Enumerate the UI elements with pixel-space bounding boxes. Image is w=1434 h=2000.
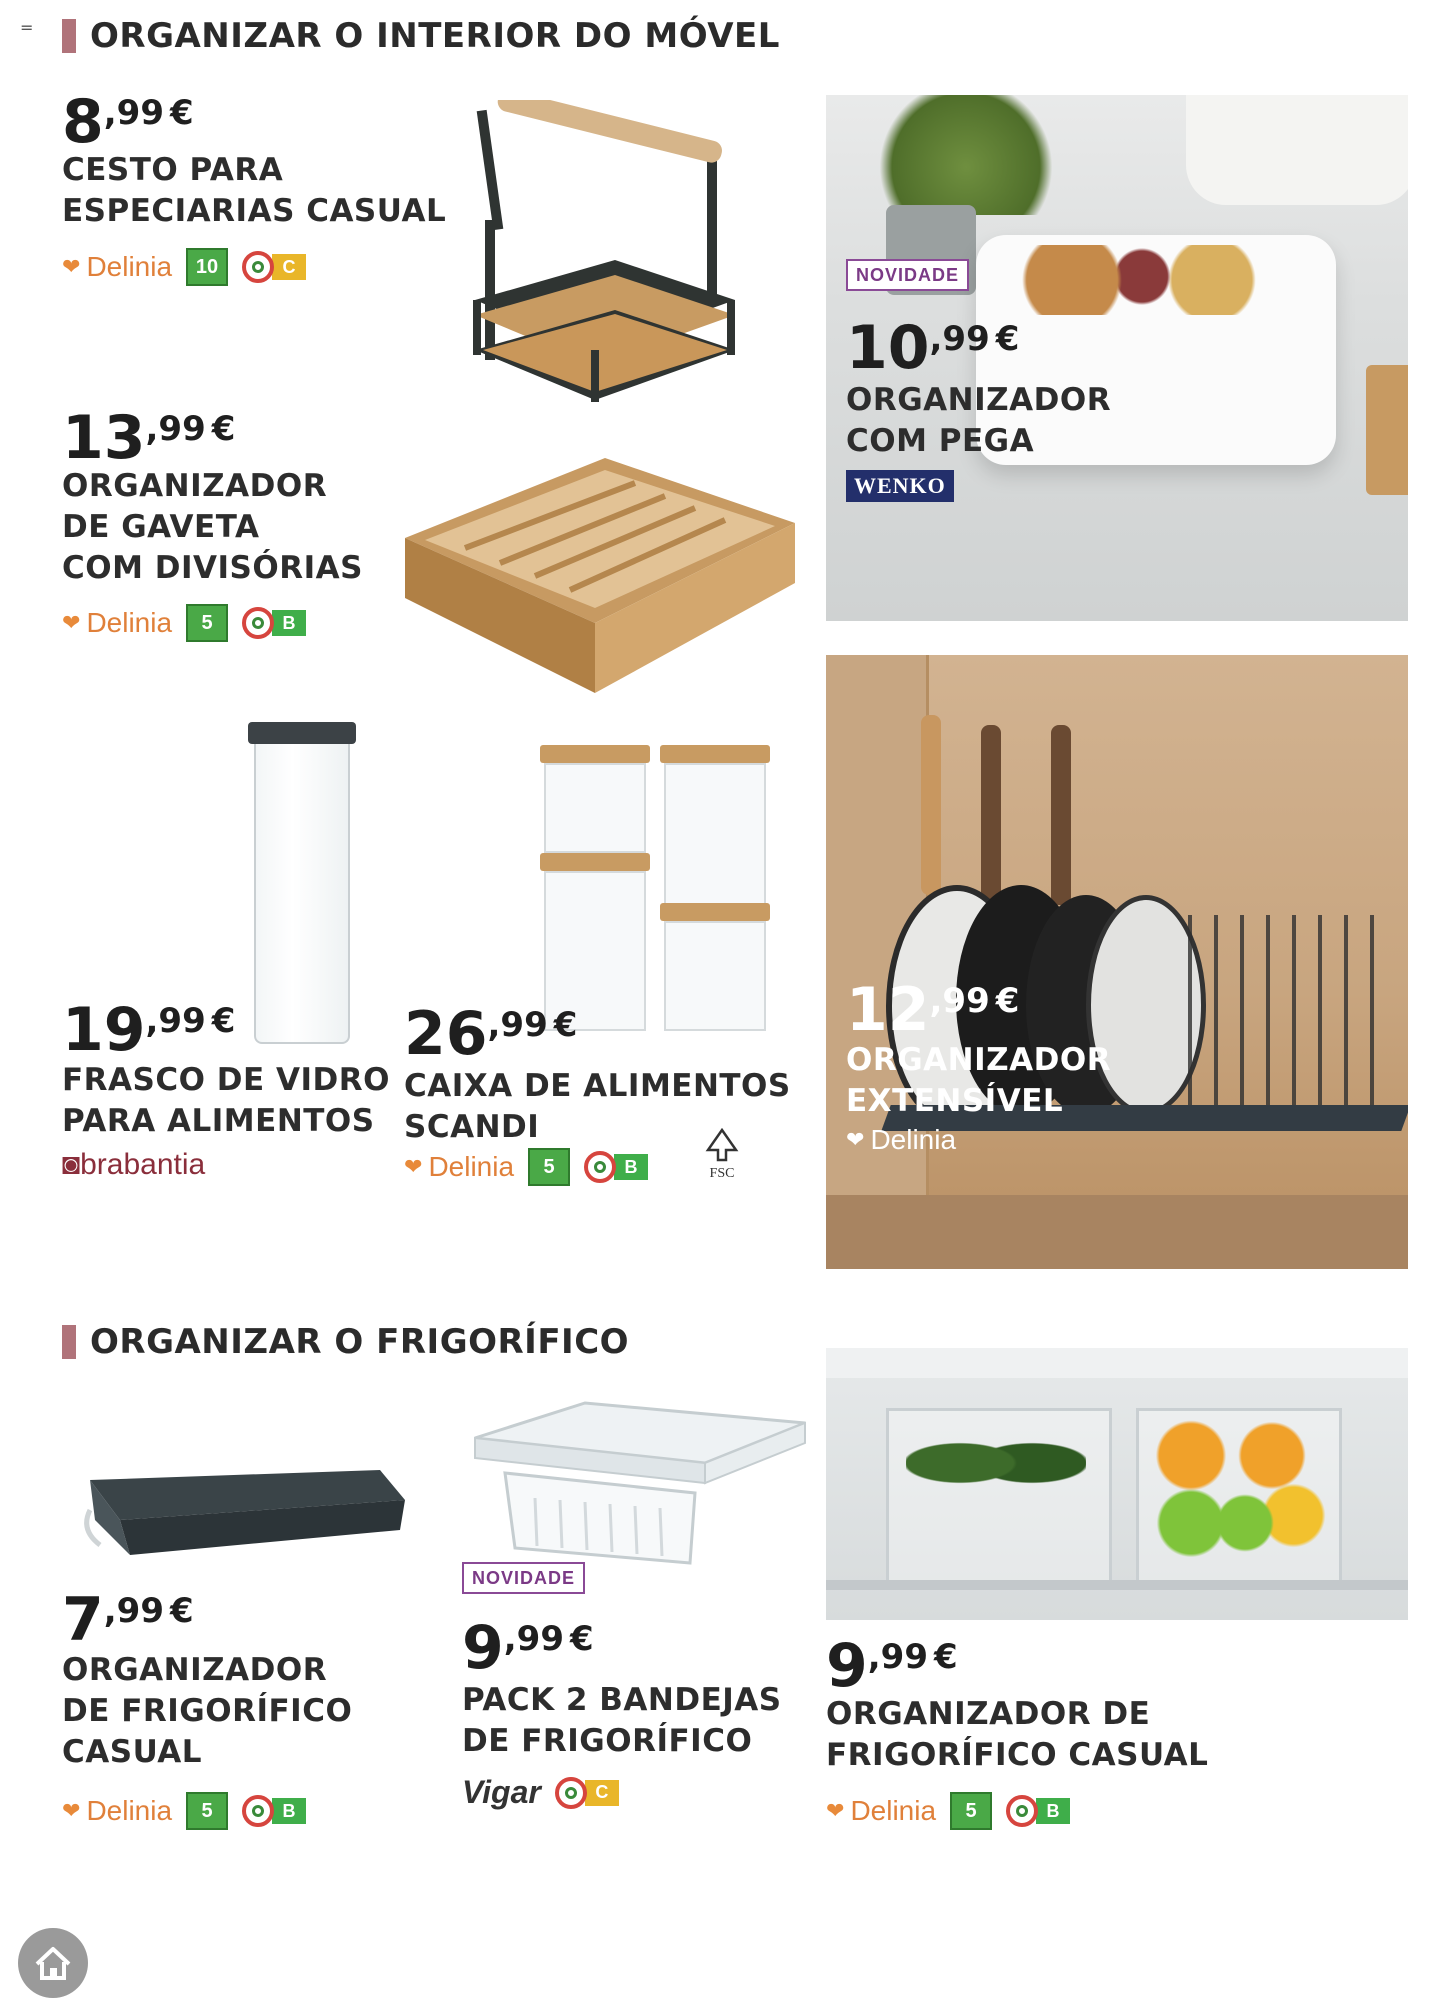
brabantia-logo-icon: ◙ [62,1148,81,1181]
price-bandejas [462,1613,594,1683]
eco-circle-icon [1006,1795,1038,1827]
novidade-label: NOVIDADE [462,1562,585,1594]
badges-gaveta [62,604,306,642]
price-decimal: ,99 [503,1619,564,1659]
brand-wenko: WENKO [846,470,954,502]
badges-frig-casual [62,1792,306,1830]
eco-circle-icon [242,607,274,639]
badges-caixa [404,1148,648,1186]
home-button[interactable] [18,1928,88,1998]
brand-delinia [404,1151,514,1183]
nutri-score-badge: 5 [528,1148,570,1186]
section-accent-bar [62,1325,76,1359]
price-currency: € [211,409,236,449]
product-name-line: ESPECIARIAS CASUAL [62,193,447,229]
product-name-line: CAIXA DE ALIMENTOS [404,1068,791,1104]
product-name-frig-casual2 [826,1694,1208,1776]
product-name-line: EXTENSÍVEL [846,1083,1064,1119]
price-pega [846,313,1020,383]
price-decimal: ,99 [145,1001,206,1041]
brand-brabantia [62,1148,205,1182]
eco-score-badge [242,251,306,283]
brand-delinia [846,1124,956,1156]
eco-grade: B [272,1798,306,1824]
corner-mark: = [20,18,34,37]
pan-handle [981,725,1001,905]
badge-novidade-pega [846,265,969,286]
nutri-score-badge: 5 [950,1792,992,1830]
price-decimal: ,99 [487,1005,548,1045]
brand-delinia [826,1795,936,1827]
brand-label: Delinia [86,251,173,282]
brand-delinia [62,607,172,639]
eco-score-badge [584,1151,648,1183]
product-name-extensivel [846,1040,1111,1122]
fsc-logo [692,1128,752,1182]
product-name-gaveta [62,466,363,589]
price-integer: 9 [826,1631,868,1701]
section-title-interior [62,16,780,56]
product-name-line: ORGANIZADOR [62,468,328,504]
heart-icon: ❤ [404,1154,423,1179]
section-title-fridge [62,1322,629,1362]
product-name-line: COM PEGA [846,423,1035,459]
product-name-line: FRIGORÍFICO CASUAL [826,1737,1209,1773]
brand-delinia [62,251,172,283]
product-name-line: CASUAL [62,1734,203,1770]
fridge-drawers-image [465,1398,810,1568]
jar-lid [248,722,356,744]
price-currency: € [569,1619,594,1659]
product-name-line: PARA ALIMENTOS [62,1103,375,1139]
price-decimal: ,99 [103,93,164,133]
brand-label: Delinia [870,1124,957,1155]
badges-frig-casual2 [826,1792,1070,1830]
price-integer: 19 [62,995,146,1065]
cucumbers [906,1418,1086,1508]
section-title-text: ORGANIZAR O FRIGORÍFICO [90,1322,630,1362]
heart-icon: ❤ [62,1798,81,1823]
price-currency: € [995,319,1020,359]
price-currency: € [169,1591,194,1631]
eco-score-badge [242,1795,306,1827]
bowl [1186,95,1408,205]
onions-potatoes [1016,245,1296,315]
brand-label: Delinia [86,607,173,638]
price-integer: 8 [62,87,104,157]
eco-score-badge [555,1777,619,1809]
section-accent-bar [62,19,76,53]
price-currency: € [995,981,1020,1021]
nutri-score-badge: 5 [186,1792,228,1830]
price-integer: 12 [846,975,930,1045]
fridge-shelf [826,1580,1408,1590]
fridge-top [826,1348,1408,1378]
price-integer: 9 [462,1613,504,1683]
price-decimal: ,99 [929,319,990,359]
fsc-label: FSC [709,1166,735,1181]
price-frig-casual2 [826,1631,958,1701]
home-icon [33,1944,73,1982]
eco-circle-icon [584,1151,616,1183]
brand-label: Delinia [86,1795,173,1826]
price-currency: € [211,1001,236,1041]
product-name-line: SCANDI [404,1109,540,1145]
product-name-line: ORGANIZADOR [846,382,1112,418]
eco-circle-icon [555,1777,587,1809]
product-name-frig-casual [62,1650,352,1773]
eco-score-badge [1006,1795,1070,1827]
price-integer: 10 [846,313,930,383]
photo-fridge-interior [826,1348,1408,1620]
pan-handle [1051,725,1071,905]
product-name-line: FRASCO DE VIDRO [62,1062,390,1098]
price-cesto [62,87,194,157]
badges-cesto [62,248,306,286]
product-name-line: ORGANIZADOR [62,1652,328,1688]
spice-basket-image [455,100,745,430]
pan-handle [921,715,941,895]
price-decimal: ,99 [103,1591,164,1631]
fridge-tray-image [80,1440,410,1560]
oranges-apples [1146,1418,1326,1568]
price-frig-casual [62,1585,194,1655]
product-name-line: CESTO PARA [62,152,284,188]
heart-icon: ❤ [826,1798,845,1823]
price-gaveta [62,403,236,473]
nutri-score-badge: 10 [186,248,228,286]
eco-grade: B [614,1154,648,1180]
fsc-tree-icon [702,1128,742,1162]
brand-delinia [62,1795,172,1827]
price-integer: 7 [62,1585,104,1655]
glass-jar-image [248,722,356,1047]
price-currency: € [553,1005,578,1045]
novidade-label: NOVIDADE [846,259,969,291]
brand-vigar: Vigar [462,1774,541,1810]
product-name-line: ORGANIZADOR [846,1042,1112,1078]
brand-label: brabantia [80,1148,206,1181]
section-title-text: ORGANIZAR O INTERIOR DO MÓVEL [90,16,780,56]
photo-organizador-extensivel [826,655,1408,1269]
product-name-cesto [62,150,446,232]
badge-novidade-bandejas [462,1568,585,1589]
jar-body [254,744,350,1044]
price-caixa [404,999,578,1069]
eco-grade: B [1036,1798,1070,1824]
product-name-bandejas [462,1680,782,1762]
product-name-line: DE GAVETA [62,509,260,545]
rack-dividers [1166,915,1396,1105]
herb-plant [866,95,1066,215]
price-integer: 13 [62,403,146,473]
price-currency: € [169,93,194,133]
brand-label: Delinia [428,1151,515,1182]
cabinet-shelf [826,1195,1408,1269]
badges-bandejas [462,1774,619,1811]
product-name-pega [846,380,1111,462]
scandi-containers-image [540,745,780,1035]
price-integer: 26 [404,999,488,1069]
product-name-line: DE FRIGORÍFICO [62,1693,353,1729]
eco-circle-icon [242,251,274,283]
nutri-score-badge: 5 [186,604,228,642]
heart-icon: ❤ [62,254,81,279]
price-decimal: ,99 [929,981,990,1021]
eco-grade: B [272,610,306,636]
eco-grade: C [272,254,306,280]
price-decimal: ,99 [145,409,206,449]
cutting-board [1366,365,1408,495]
eco-score-badge [242,607,306,639]
product-name-line: COM DIVISÓRIAS [62,550,363,586]
eco-grade: C [585,1780,619,1806]
price-extensivel [846,975,1020,1045]
price-decimal: ,99 [867,1637,928,1677]
product-name-frasco [62,1060,390,1142]
product-name-line: PACK 2 BANDEJAS [462,1682,782,1718]
eco-circle-icon [242,1795,274,1827]
product-name-line: DE FRIGORÍFICO [462,1723,753,1759]
price-frasco [62,995,236,1065]
price-currency: € [933,1637,958,1677]
product-name-line: ORGANIZADOR DE [826,1696,1151,1732]
heart-icon: ❤ [62,610,81,635]
drawer-organizer-image [405,448,795,698]
heart-icon: ❤ [846,1127,865,1152]
brand-label: Delinia [850,1795,937,1826]
